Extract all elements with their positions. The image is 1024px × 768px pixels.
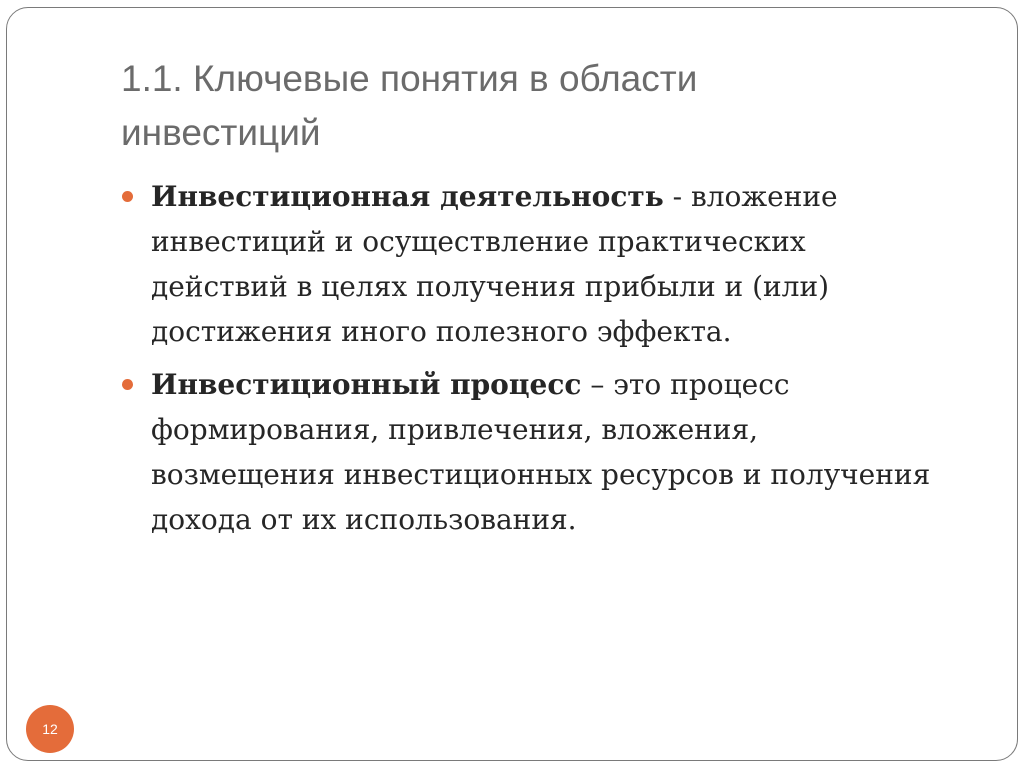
bullet-term: Инвестиционный процесс bbox=[151, 368, 582, 401]
page-number-badge: 12 bbox=[26, 705, 74, 753]
slide-frame bbox=[6, 7, 1018, 761]
bullet-definition: - вложение инвестиций и осуществление практических действий в целях получения прибыли и (или) достижения иного полезного эффекта. bbox=[151, 180, 838, 348]
bullet-dot-icon bbox=[122, 191, 133, 202]
bullet-list bbox=[121, 174, 941, 550]
bullet-definition: – это процесс формирования, привлечения, вложения, возмещения инвестиционных ресурсов и получения дохода от их использования. bbox=[151, 368, 931, 536]
bullet-item-investment-process bbox=[121, 362, 941, 542]
bullet-item-investment-activity bbox=[121, 174, 941, 354]
bullet-dot-icon bbox=[122, 379, 133, 390]
slide-title: 1.1. Ключевые понятия в области инвестиций bbox=[121, 58, 698, 153]
bullet-term: Инвестиционная деятельность bbox=[151, 180, 664, 213]
